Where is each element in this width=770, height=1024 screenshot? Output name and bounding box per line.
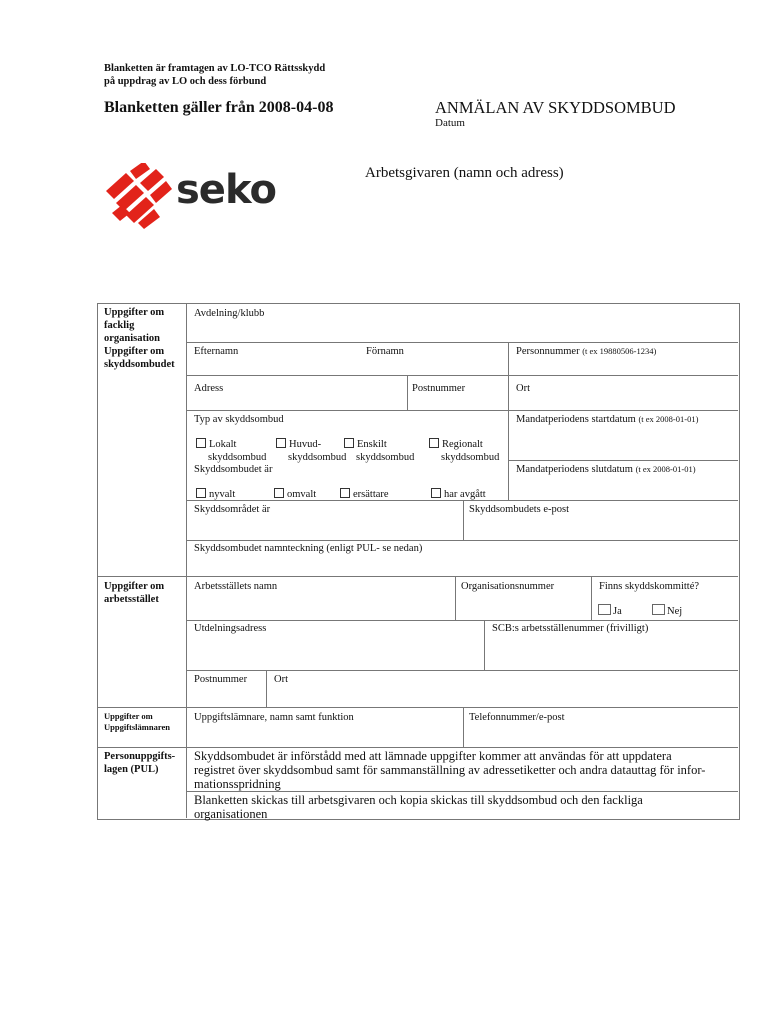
type-option-label: skyddsombud [208, 452, 267, 463]
type-option-label: Enskilt [357, 439, 387, 450]
type-option-single[interactable] [344, 438, 414, 464]
header-note-line1: Blanketten är framtagen av LO-TCO Rättsskydd [104, 63, 326, 74]
end-date-label: Mandatperiodens slutdatum [516, 464, 633, 475]
seko-logo-icon [104, 163, 174, 233]
row-line [98, 576, 738, 577]
status-option-substitute[interactable] [340, 488, 389, 501]
form-table [97, 303, 740, 820]
committee-yes[interactable] [598, 604, 622, 618]
personnummer-field[interactable] [516, 345, 656, 358]
row-line [186, 410, 738, 411]
org-number-field[interactable]: Organisationsnummer [461, 581, 555, 592]
section-provider [104, 711, 170, 733]
section-pul-line2: lagen (PUL) [104, 764, 159, 775]
col-line [508, 375, 509, 410]
section-union-line3: organisation [104, 333, 161, 344]
ort-field[interactable]: Ort [516, 383, 530, 394]
section-provider-line1: Uppgifter om [104, 711, 153, 721]
section-union-line2: facklig [104, 320, 135, 331]
status-option-label: omvalt [287, 489, 317, 500]
col-line [591, 576, 592, 620]
row-line [186, 540, 738, 541]
committee-no[interactable] [652, 604, 682, 618]
checkbox-icon [431, 488, 441, 498]
checkbox-icon [598, 604, 611, 615]
start-date-hint: (t ex 2008-01-01) [638, 414, 699, 424]
personnummer-hint: (t ex 19880506-1234) [582, 346, 657, 356]
employer-label: Arbetsgivaren (namn och adress) [365, 165, 564, 181]
status-option-resigned[interactable] [431, 488, 486, 501]
personnummer-label: Personnummer [516, 346, 580, 357]
row-line [508, 460, 738, 461]
committee-yes-label: Ja [613, 606, 622, 617]
workplace-name-field[interactable]: Arbetsställets namn [194, 581, 278, 592]
type-option-label: skyddsombud [441, 452, 500, 463]
end-date-field[interactable] [516, 463, 696, 476]
postnummer2-field[interactable]: Postnummer [194, 674, 248, 685]
type-label: Typ av skyddsombud [194, 414, 284, 425]
start-date-label: Mandatperiodens startdatum [516, 414, 636, 425]
type-option-label: Huvud- [289, 439, 322, 450]
area-field[interactable]: Skyddsområdet är [194, 504, 271, 515]
section-rep-line1: Uppgifter om [104, 346, 165, 357]
row-line [186, 620, 738, 621]
header-note-line2: på uppdrag av LO och dess förbund [104, 76, 267, 87]
type-option-local[interactable] [196, 438, 266, 464]
type-option-label: skyddsombud [288, 452, 347, 463]
postnummer-field[interactable]: Postnummer [412, 383, 466, 394]
pul-line2: registret över skyddsombud samt för sammanställning av adressetiketter och andra datauttag för infor- [194, 763, 706, 777]
row-line [98, 747, 738, 748]
col-line [484, 620, 485, 670]
col-line [463, 707, 464, 747]
col-line [508, 410, 509, 500]
section-workplace [104, 580, 164, 606]
end-date-hint: (t ex 2008-01-01) [635, 464, 696, 474]
section-divider [186, 304, 187, 818]
firstname-field[interactable]: Förnamn [366, 346, 404, 357]
section-pul [104, 750, 175, 776]
pul-line1: Skyddsombudet är införstådd med att lämnade uppgifter kommer att användas för att uppdatera [194, 749, 672, 763]
section-workplace-line2: arbetsstället [104, 594, 159, 605]
form-title: ANMÄLAN AV SKYDDSOMBUD [435, 98, 676, 117]
start-date-field[interactable] [516, 413, 698, 426]
committee-no-label: Nej [667, 606, 683, 617]
ort2-field[interactable]: Ort [274, 674, 288, 685]
seko-logo-text: seko [176, 167, 276, 213]
delivery-address-field[interactable]: Utdelningsadress [194, 623, 267, 634]
send-line2: organisationen [194, 807, 268, 821]
status-option-label: har avgått [444, 489, 486, 500]
row-line [186, 670, 738, 671]
department-field[interactable]: Avdelning/klubb [194, 308, 265, 319]
checkbox-icon [344, 438, 354, 448]
type-option-regional[interactable] [429, 438, 499, 464]
checkbox-icon [429, 438, 439, 448]
status-label: Skyddsombudet är [194, 464, 273, 475]
pul-text [194, 749, 734, 791]
checkbox-icon [274, 488, 284, 498]
section-union [104, 306, 175, 371]
type-option-label: skyddsombud [356, 452, 415, 463]
phone-field[interactable]: Telefonnummer/e-post [469, 712, 565, 723]
section-pul-line1: Personuppgifts- [104, 751, 176, 762]
signature-field[interactable]: Skyddsombudet namnteckning (enligt PUL- se nedan) [194, 543, 423, 554]
address-field[interactable]: Adress [194, 383, 224, 394]
row-line [98, 707, 738, 708]
provider-field[interactable]: Uppgiftslämnare, namn samt funktion [194, 712, 354, 723]
committee-label: Finns skyddskommitté? [599, 581, 700, 592]
row-line [186, 791, 738, 792]
date-label: Datum [435, 117, 465, 129]
col-line [463, 500, 464, 540]
send-line1: Blanketten skickas till arbetsgivaren och kopia skickas till skyddsombud och den fackliga [194, 793, 643, 807]
checkbox-icon [196, 438, 206, 448]
scb-field[interactable]: SCB:s arbetsställenummer (frivilligt) [492, 623, 649, 634]
checkbox-icon [276, 438, 286, 448]
row-line [186, 342, 738, 343]
type-option-main[interactable] [276, 438, 346, 464]
type-option-label: Regionalt [442, 439, 483, 450]
section-rep-line2: skyddsombudet [104, 359, 175, 370]
send-instructions [194, 793, 734, 821]
valid-from: Blanketten gäller från 2008-04-08 [104, 99, 334, 116]
status-option-new[interactable] [196, 488, 235, 501]
checkbox-icon [340, 488, 350, 498]
section-union-line1: Uppgifter om [104, 307, 165, 318]
status-option-label: nyvalt [209, 489, 236, 500]
section-workplace-line1: Uppgifter om [104, 581, 165, 592]
type-option-label: Lokalt [209, 439, 237, 450]
col-line [266, 670, 267, 707]
col-line [407, 375, 408, 410]
checkbox-icon [652, 604, 665, 615]
surname-field[interactable]: Efternamn [194, 346, 239, 357]
header-note [104, 62, 325, 88]
status-option-reelected[interactable] [274, 488, 316, 501]
email-field[interactable]: Skyddsombudets e-post [469, 504, 570, 515]
section-provider-line2: Uppgiftslämnaren [104, 722, 170, 732]
row-line [186, 375, 738, 376]
col-line [508, 342, 509, 375]
col-line [455, 576, 456, 620]
seko-logo [104, 163, 279, 233]
status-option-label: ersättare [353, 489, 389, 500]
checkbox-icon [196, 488, 206, 498]
pul-line3: mationsspridning [194, 777, 281, 791]
